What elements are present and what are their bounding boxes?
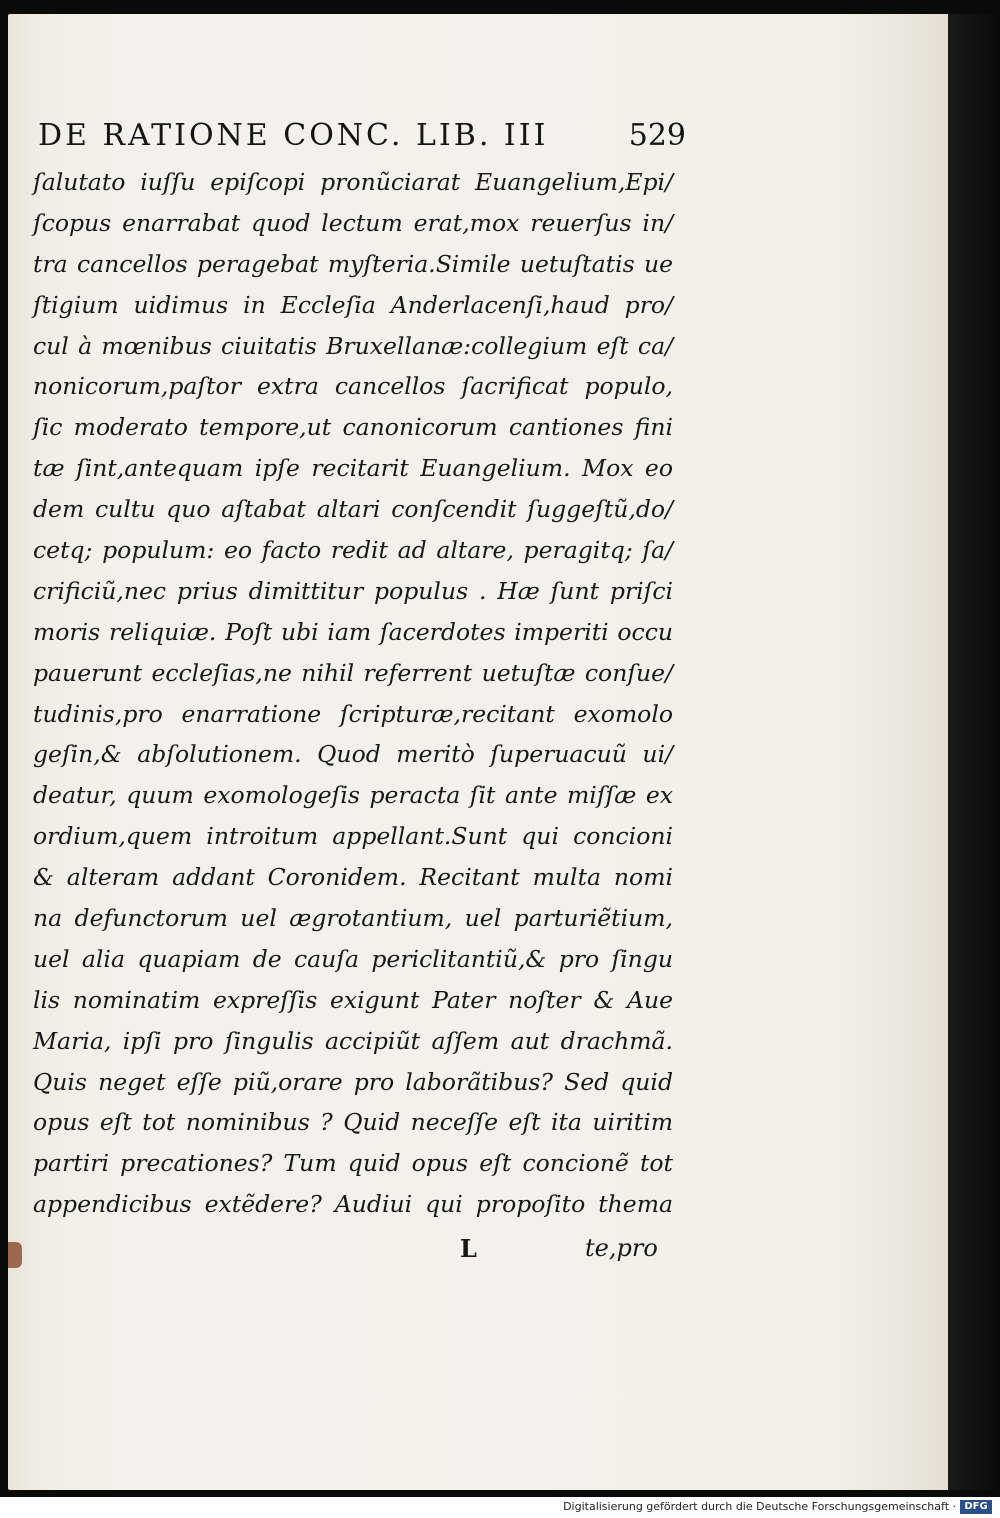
text-line: Quis neget eſſe piũ,orare pro laborãtibus? Sed quid bbox=[33, 1067, 673, 1096]
catchword-row bbox=[40, 1234, 680, 1274]
signature-mark: L bbox=[460, 1234, 477, 1263]
text-line: geſin,& abſolutionem. Quod meritò ſuperuacuũ ui/ bbox=[33, 740, 673, 769]
text-line: cetq; populum: eo facto redit ad altare, peragitq; ſa/ bbox=[33, 536, 673, 565]
text-line: tra cancellos peragebat myſteria.Simile uetuſtatis ue bbox=[33, 249, 673, 278]
text-line: uel alia quapiam de cauſa periclitantiũ,& pro ſingu bbox=[33, 944, 673, 973]
footer-credit: Digitalisierung gefördert durch die Deutsche Forschungsgemeinschaft · bbox=[563, 1500, 956, 1513]
dfg-logo: DFG bbox=[960, 1500, 992, 1514]
text-line: opus eſt tot nominibus ? Quid neceſſe eſt ita uiritim bbox=[33, 1108, 673, 1137]
text-line: pauerunt eccleſias,ne nihil referrent uetuſtæ conſue/ bbox=[33, 658, 673, 687]
text-line: ordium,quem introitum appellant.Sunt qui concioni bbox=[33, 822, 673, 851]
text-line: cul à mœnibus ciuitatis Bruxellanæ:collegium eſt ca/ bbox=[33, 331, 673, 360]
running-head-title: DE RATIONE CONC. LIB. III bbox=[38, 118, 549, 153]
text-line: & alteram addant Coronidem. Recitant multa nomi bbox=[33, 863, 673, 892]
text-line: Maria, ipſi pro ſingulis accipiũt aſſem aut drachmã. bbox=[33, 1026, 673, 1055]
footer-bar bbox=[0, 1497, 1000, 1518]
text-line: tæ ſint,antequam ipſe recitarit Euangelium. Mox eo bbox=[33, 454, 673, 483]
text-line: ſalutato iuſſu epiſcopi pronũciarat Euangelium,Epi/ bbox=[33, 168, 673, 196]
text-line: ſtigium uidimus in Eccleſia Anderlacenſi,haud pro/ bbox=[33, 290, 673, 319]
text-line: nonicorum,paſtor extra cancellos ſacrificat populo, bbox=[33, 372, 673, 401]
text-line: lis nominatim expreſſis exigunt Pater noſter & Aue bbox=[33, 985, 673, 1014]
page-number: 529 bbox=[628, 118, 686, 153]
text-line: ſcopus enarrabat quod lectum erat,mox reuerſus in/ bbox=[33, 208, 673, 237]
text-line: deatur, quum exomologeſis peracta ſit ante miſſæ ex bbox=[33, 781, 673, 810]
text-line: crificiũ,nec prius dimittitur populus . Hæ ſunt priſci bbox=[33, 576, 673, 605]
text-line: na defunctorum uel ægrotantium, uel parturiẽtium, bbox=[33, 904, 673, 933]
text-line: dem cultu quo aſtabat altari conſcendit ſuggeſtũ,do/ bbox=[33, 495, 673, 524]
text-line: partiri precationes? Tum quid opus eſt concionẽ tot bbox=[33, 1149, 673, 1178]
text-line: ſic moderato tempore,ut canonicorum cantiones fini bbox=[33, 413, 673, 442]
text-line: tudinis,pro enarratione ſcripturæ,recitant exomolo bbox=[33, 699, 673, 728]
running-head bbox=[38, 118, 686, 158]
text-line: moris reliquiæ. Poſt ubi iam ſacerdotes imperiti occu bbox=[33, 617, 673, 646]
body-text bbox=[33, 162, 673, 1225]
text-line: appendicibus extẽdere? Audiui qui propoſito thema bbox=[33, 1190, 673, 1219]
book-gutter-shadow bbox=[948, 14, 1000, 1490]
page-edge-stain bbox=[8, 1242, 22, 1268]
catchword: te,pro bbox=[585, 1234, 658, 1262]
